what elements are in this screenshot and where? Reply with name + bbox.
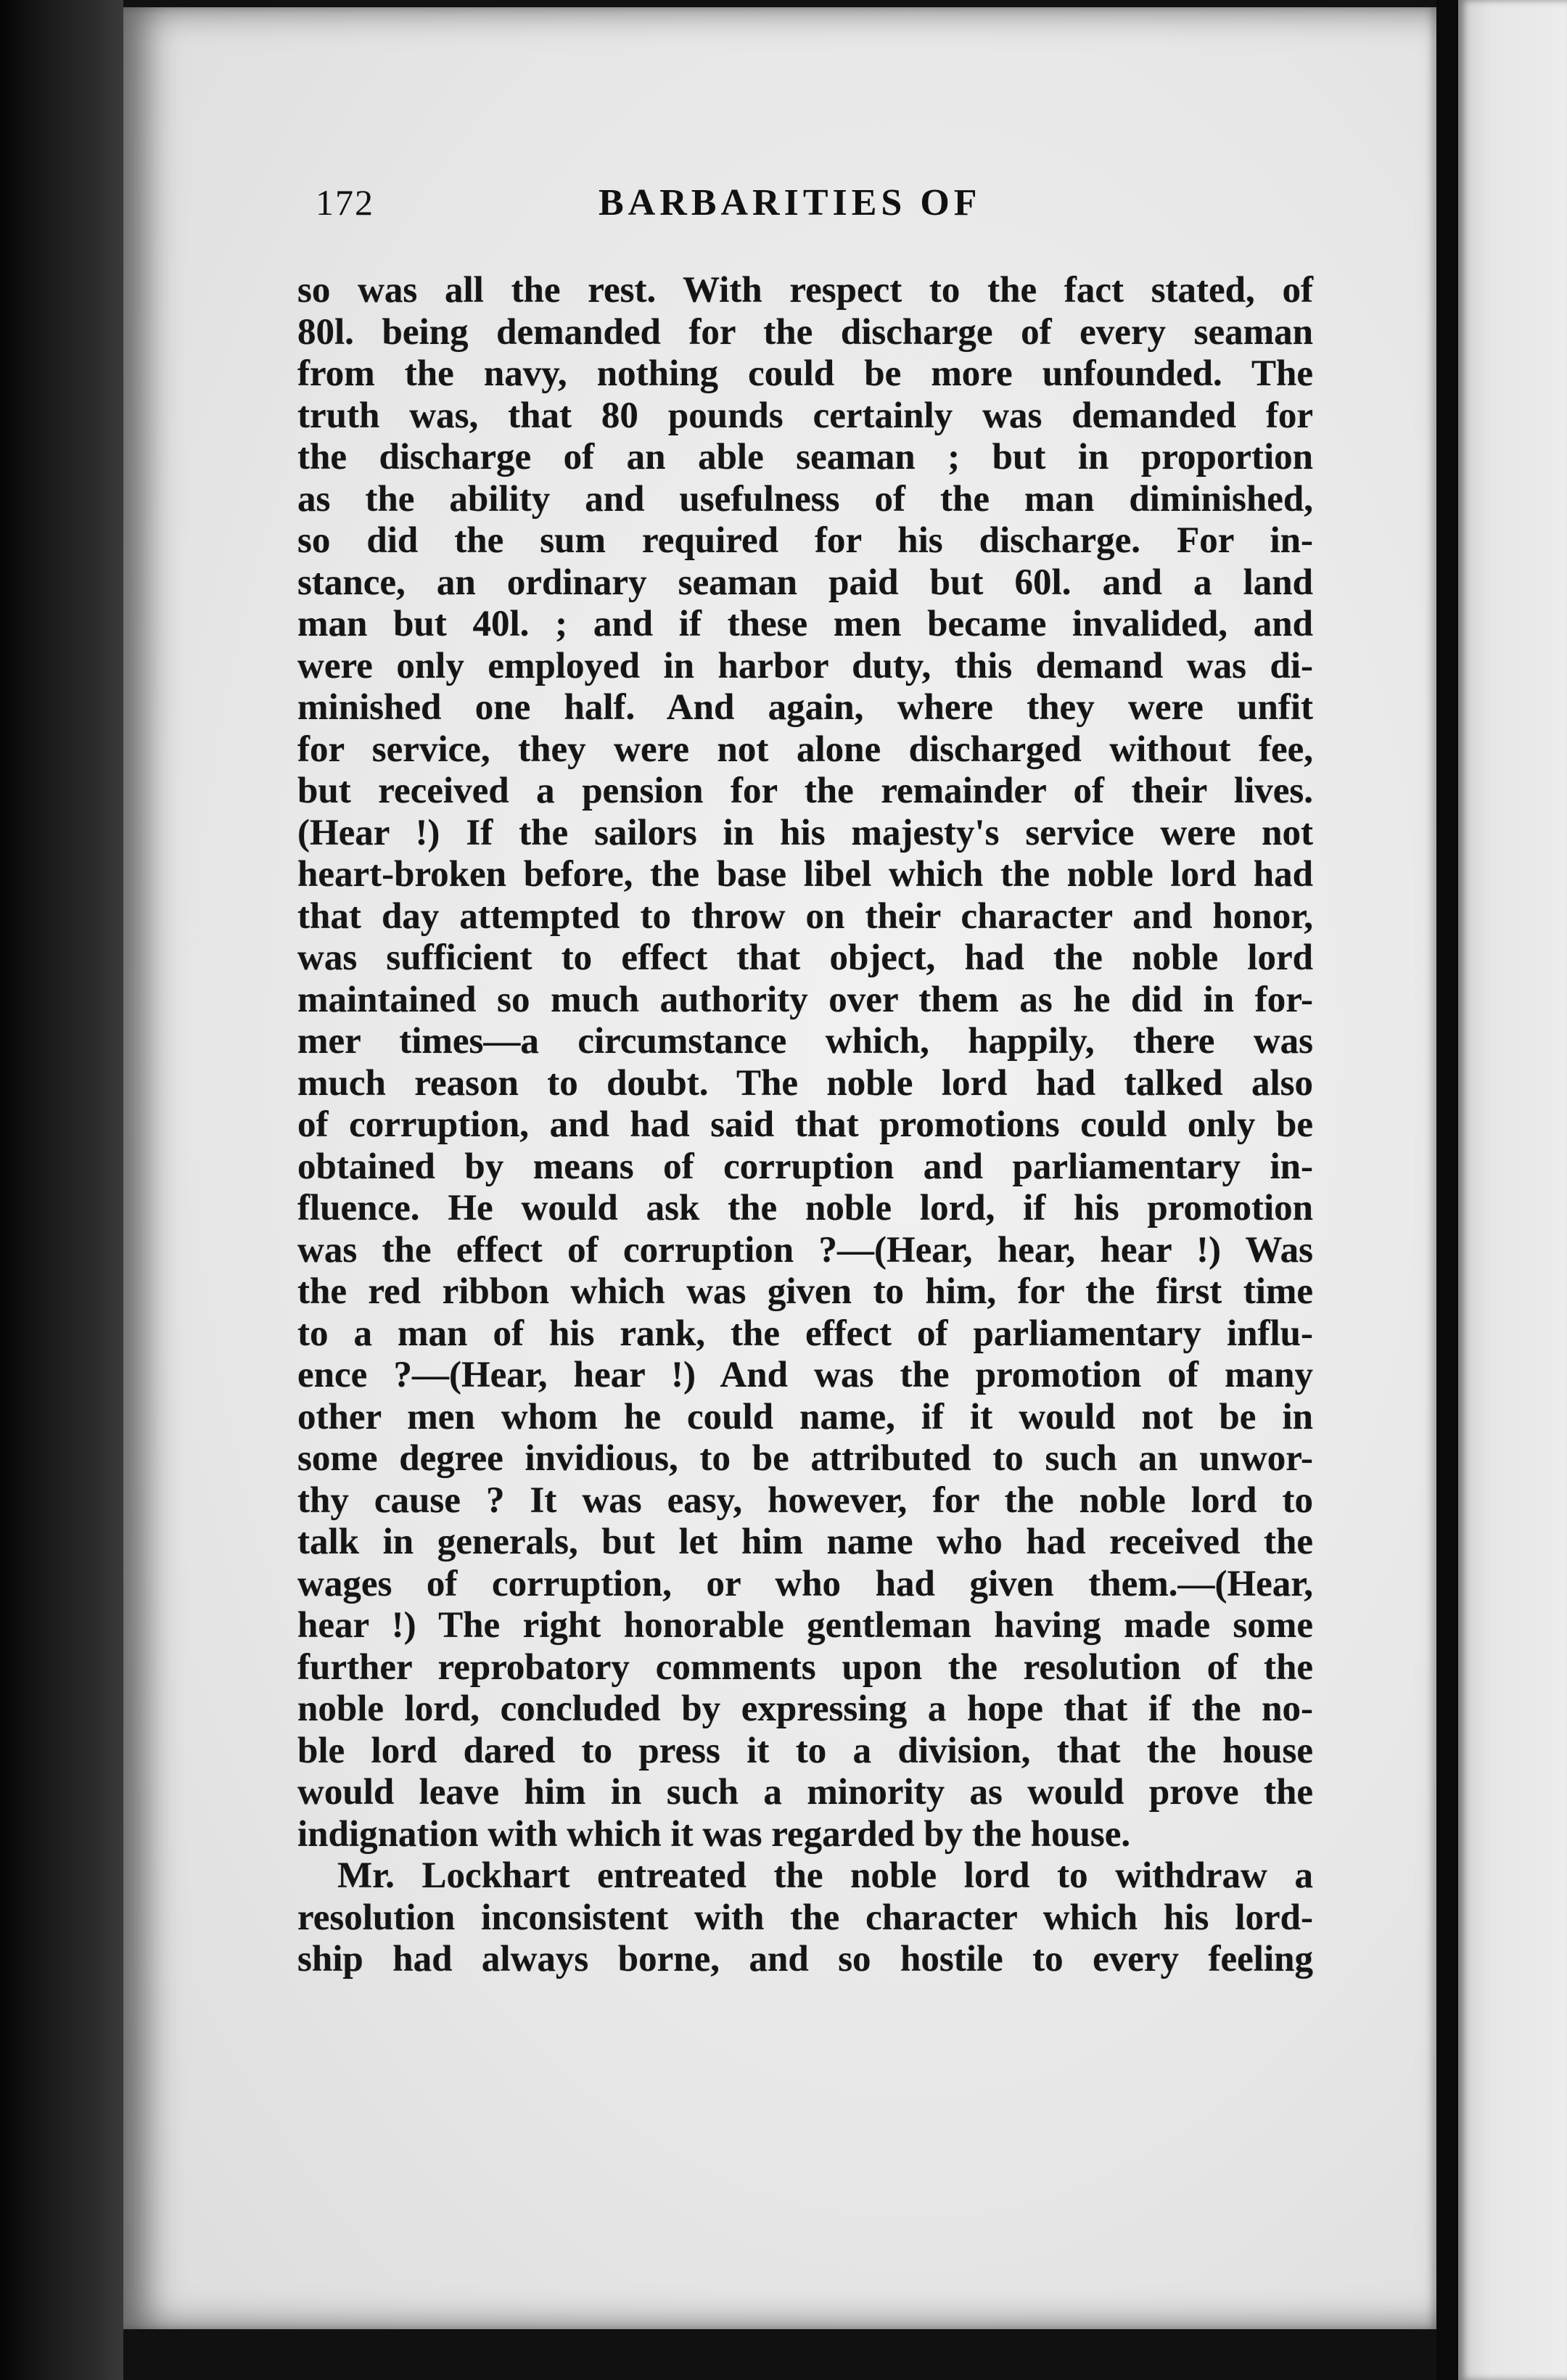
text-line: ship had always borne, and so hostile to every feeling bbox=[297, 1939, 1313, 1979]
text-line: mer times—a circumstance which, happily, there was bbox=[297, 1021, 1313, 1062]
text-line: obtained by means of corruption and parliamentary in- bbox=[297, 1146, 1313, 1187]
page-number: 172 bbox=[316, 182, 374, 223]
text-line: from the navy, nothing could be more unfounded. The bbox=[297, 353, 1313, 394]
text-line: so did the sum required for his discharge. For in- bbox=[297, 520, 1313, 561]
text-line: stance, an ordinary seaman paid but 60l. and a land bbox=[297, 562, 1313, 603]
text-line: resolution inconsistent with the character which his lord- bbox=[297, 1897, 1313, 1938]
text-line: were only employed in harbor duty, this demand was di- bbox=[297, 645, 1313, 686]
text-line: was sufficient to effect that object, had the noble lord bbox=[297, 937, 1313, 978]
text-line: fluence. He would ask the noble lord, if his promotion bbox=[297, 1188, 1313, 1228]
text-line: ence ?—(Hear, hear !) And was the promotion of many bbox=[297, 1355, 1313, 1395]
text-line: wages of corruption, or who had given them.—(Hear, bbox=[297, 1563, 1313, 1604]
text-line: as the ability and usefulness of the man diminished, bbox=[297, 478, 1313, 520]
text-line: so was all the rest. With respect to the fact stated, of bbox=[297, 270, 1313, 311]
text-line: other men whom he could name, if it would not be in bbox=[297, 1396, 1313, 1437]
text-line: to a man of his rank, the effect of parliamentary influ- bbox=[297, 1313, 1313, 1354]
text-line: minished one half. And again, where they were unfit bbox=[297, 687, 1313, 728]
running-title: BARBARITIES OF bbox=[599, 182, 982, 223]
text-line: some degree invidious, to be attributed to such an unwor- bbox=[297, 1438, 1313, 1479]
paragraph-start-line: Mr. Lockhart entreated the noble lord to withdraw a bbox=[337, 1855, 1313, 1896]
text-line: further reprobatory comments upon the resolution of the bbox=[297, 1646, 1313, 1688]
text-line: much reason to doubt. The noble lord had talked also bbox=[297, 1062, 1313, 1104]
text-line: for service, they were not alone discharged without fee, bbox=[297, 729, 1313, 770]
facing-page-edge bbox=[1458, 0, 1567, 2380]
text-line: 80l. being demanded for the discharge of every seaman bbox=[297, 311, 1313, 353]
text-line: noble lord, concluded by expressing a hope that if the no- bbox=[297, 1688, 1313, 1729]
text-line: that day attempted to throw on their character and honor, bbox=[297, 895, 1313, 937]
text-line: man but 40l. ; and if these men became invalided, and bbox=[297, 604, 1313, 644]
body-text bbox=[297, 270, 1313, 1981]
text-line: truth was, that 80 pounds certainly was demanded for bbox=[297, 395, 1313, 436]
text-line: hear !) The right honorable gentleman having made some bbox=[297, 1605, 1313, 1646]
text-line: maintained so much authority over them as he did in for- bbox=[297, 979, 1313, 1020]
page-gutter bbox=[1436, 0, 1458, 2380]
text-line: of corruption, and had said that promotions could only be bbox=[297, 1104, 1313, 1145]
text-line: indignation with which it was regarded by the house. bbox=[297, 1813, 1131, 1855]
text-line: the discharge of an able seaman ; but in proportion bbox=[297, 437, 1313, 477]
text-line: heart-broken before, the base libel which the noble lord had bbox=[297, 854, 1313, 895]
running-head bbox=[316, 181, 1331, 247]
text-line: talk in generals, but let him name who had received the bbox=[297, 1522, 1313, 1562]
text-line: ble lord dared to press it to a division, that the house bbox=[297, 1730, 1313, 1771]
text-line: was the effect of corruption ?—(Hear, hear, hear !) Was bbox=[297, 1229, 1313, 1271]
text-line: the red ribbon which was given to him, for the first time bbox=[297, 1271, 1313, 1312]
text-line: would leave him in such a minority as would prove the bbox=[297, 1772, 1313, 1813]
book-binding bbox=[0, 0, 123, 2380]
text-line: (Hear !) If the sailors in his majesty's service were not bbox=[297, 812, 1313, 853]
text-line: thy cause ? It was easy, however, for the noble lord to bbox=[297, 1480, 1313, 1521]
text-line: but received a pension for the remainder of their lives. bbox=[297, 771, 1313, 811]
